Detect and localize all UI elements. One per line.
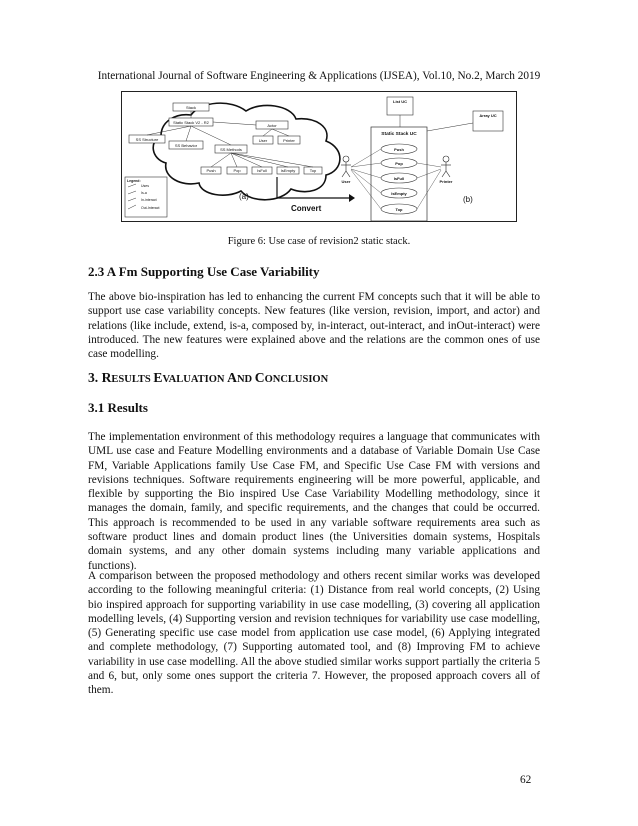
- list-uc-label: List UC: [393, 99, 407, 104]
- figure-caption: Figure 6: Use case of revision2 static stack.: [227, 236, 411, 247]
- node-label: IsFull: [257, 168, 267, 173]
- journal-header: International Journal of Software Engineering & Applications (IJSEA), Vol.10, No.2, March 2019: [97, 70, 541, 82]
- node-label: Static Stack V2 - R2: [173, 120, 209, 125]
- use-case-label: Top: [395, 207, 403, 212]
- use-case-label: Pop: [395, 161, 403, 166]
- use-case-label: IsFull: [393, 176, 405, 181]
- node-label: Actor: [267, 123, 277, 128]
- node-label: Printer: [283, 138, 295, 143]
- legend-item: Out-Interact: [141, 206, 160, 210]
- node-label: User: [258, 138, 268, 143]
- results-paragraph-2: A comparison between the proposed methodology and others recent similar works was developed according to the following meaningful criteria: (1) Distance from real world concepts, (2) Using bio inspired approach for supporting variability in use case modelling, (3) covering all application modelling levels, (4) Supporting version and revision techniques for variability use case modelling, (5) Generating specific use case model from application use case model, (6) Applying integrated and complete methodology, (7) Supporting automated tool, and (8) Improving FM to achieve variability in use case modelling. All the above studied similar works support partially the criteria 5 and 6, but, only some ones support the criteria 7. However, the proposed approach covers all of them.: [88, 570, 540, 697]
- label-a: (a): [239, 192, 249, 201]
- node-label: Pop: [233, 168, 241, 173]
- node-label: Stack: [185, 105, 197, 110]
- section-2-3-title: 2.3 A Fm Supporting Use Case Variability: [88, 264, 320, 279]
- node-label: SS Behavior: [174, 143, 198, 148]
- use-case-label: IsEmpty: [391, 191, 407, 196]
- section-3-1-title: 3.1 Results: [88, 400, 148, 415]
- legend-title: Legend:: [127, 179, 141, 183]
- node-label: Push: [206, 168, 216, 173]
- legend-item: Uses: [141, 184, 149, 188]
- legend: [125, 177, 167, 217]
- static-stack-uc-label: Static Stack UC: [381, 132, 417, 137]
- figure-6-diagram: [121, 91, 517, 222]
- section-3-title: 3. RESULTS EVALUATION AND CONCLUSION: [88, 370, 329, 385]
- array-uc-label: Array UC: [479, 113, 497, 118]
- results-paragraph-1: The implementation environment of this methodology requires a language that communicates with UML use case and Feature Modelling environments and a database of Variable Domain Use Case FM, Variable Applications family Use Case FM, and Specific Use Case FM with versions and revisions techniques. Software requirements engineering will be more powerful, applicable, and flexible by supporting the Bio inspired Use Case Variability Modelling methodology, since it manages the domain, family, and specific requirements, and the changes that could be occurred. This approach is recommended to be used in any variable software requirements area such as software product lines and domain product lines (the Universities domain systems, Hospitals domain systems, and any other domain systems including many variable applications and functions).: [88, 431, 540, 572]
- use-case-label: Push: [394, 147, 404, 152]
- node-label: SS Structure: [135, 137, 159, 142]
- legend-item: Is-a: [141, 191, 147, 195]
- actor-printer-label: Printer: [439, 179, 453, 184]
- node-label: SS Methods: [220, 147, 242, 152]
- actor-user-label: User: [341, 179, 351, 184]
- legend-item: In-interact: [141, 198, 157, 202]
- node-label: IsEmpty: [280, 168, 296, 173]
- label-b: (b): [463, 195, 473, 204]
- section-2-3-paragraph: The above bio-inspiration has led to enhancing the current FM concepts such that it will be able to support use case variability concepts. New features (like version, revision, import, and actor) and relations (like include, extend, is-a, composed by, in-interact, out-interact, and inOut-interact) were introduced. The new features were explained above and the relations are the common ones of use case modelling.: [88, 291, 540, 361]
- convert-label: Convert: [291, 204, 322, 213]
- node-label: Top: [309, 168, 317, 173]
- page-number: 62: [520, 774, 532, 786]
